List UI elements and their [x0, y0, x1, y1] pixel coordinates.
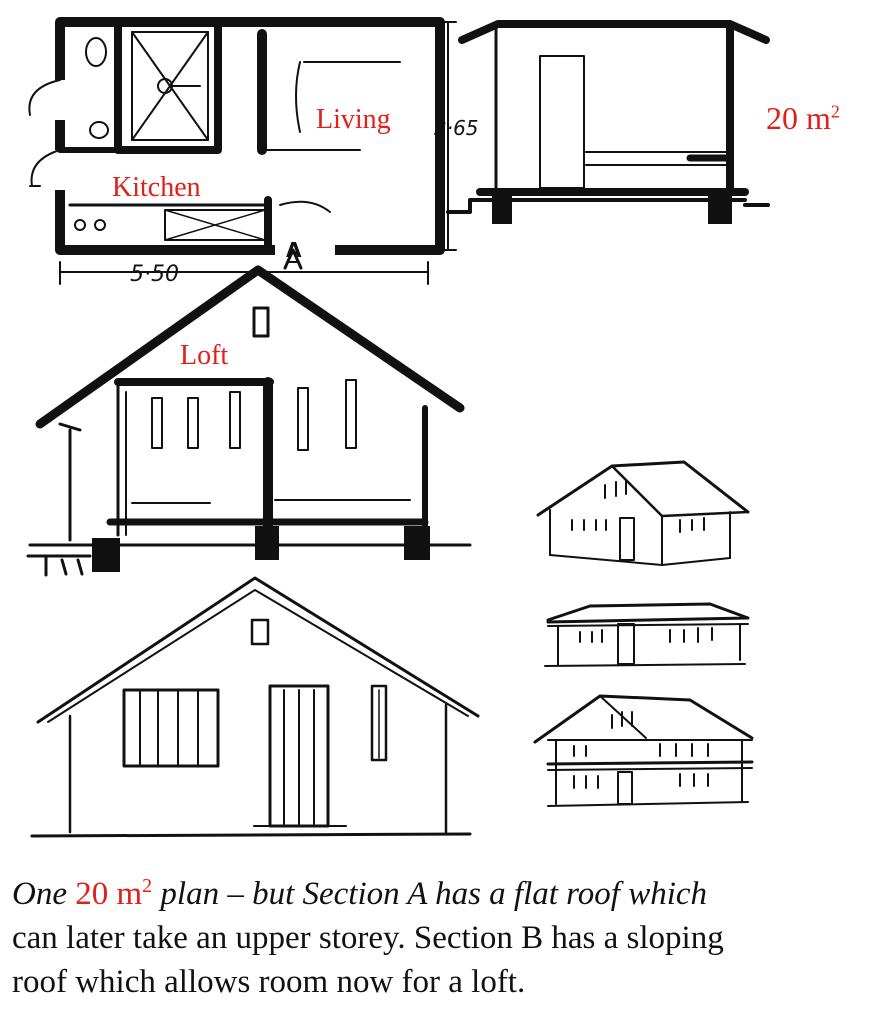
caption-line-3: roof which allows room now for a loft. [12, 964, 526, 1000]
floor-plan [29, 22, 456, 284]
caption-line-2: can later take an upper storey. Section B has a sloping [12, 920, 724, 956]
caption-area-sup: 2 [142, 875, 153, 897]
small-perspective-pitched [538, 462, 748, 565]
area-label [766, 100, 840, 137]
caption-part2: plan – but Section A has a flat roof which [152, 876, 708, 912]
caption-part1: One [12, 876, 76, 912]
section-marker: A [286, 238, 302, 262]
caption [12, 872, 862, 1004]
front-elevation [32, 578, 478, 836]
dimension-width: 5·50 [130, 262, 179, 287]
kitchen-label: Kitchen [112, 172, 201, 203]
caption-area-value: 20 m [75, 876, 143, 912]
area-value: 20 m [766, 100, 831, 136]
caption-line-1 [12, 872, 862, 916]
section-b-sloping-roof [28, 270, 470, 575]
living-label: Living [316, 104, 391, 135]
area-sup: 2 [830, 101, 840, 122]
section-a-flat-roof [448, 24, 768, 224]
small-perspective-two-storey [535, 696, 752, 806]
small-perspective-flat [545, 604, 748, 666]
loft-label: Loft [180, 340, 229, 371]
dimension-depth: 3·65 [434, 116, 479, 140]
